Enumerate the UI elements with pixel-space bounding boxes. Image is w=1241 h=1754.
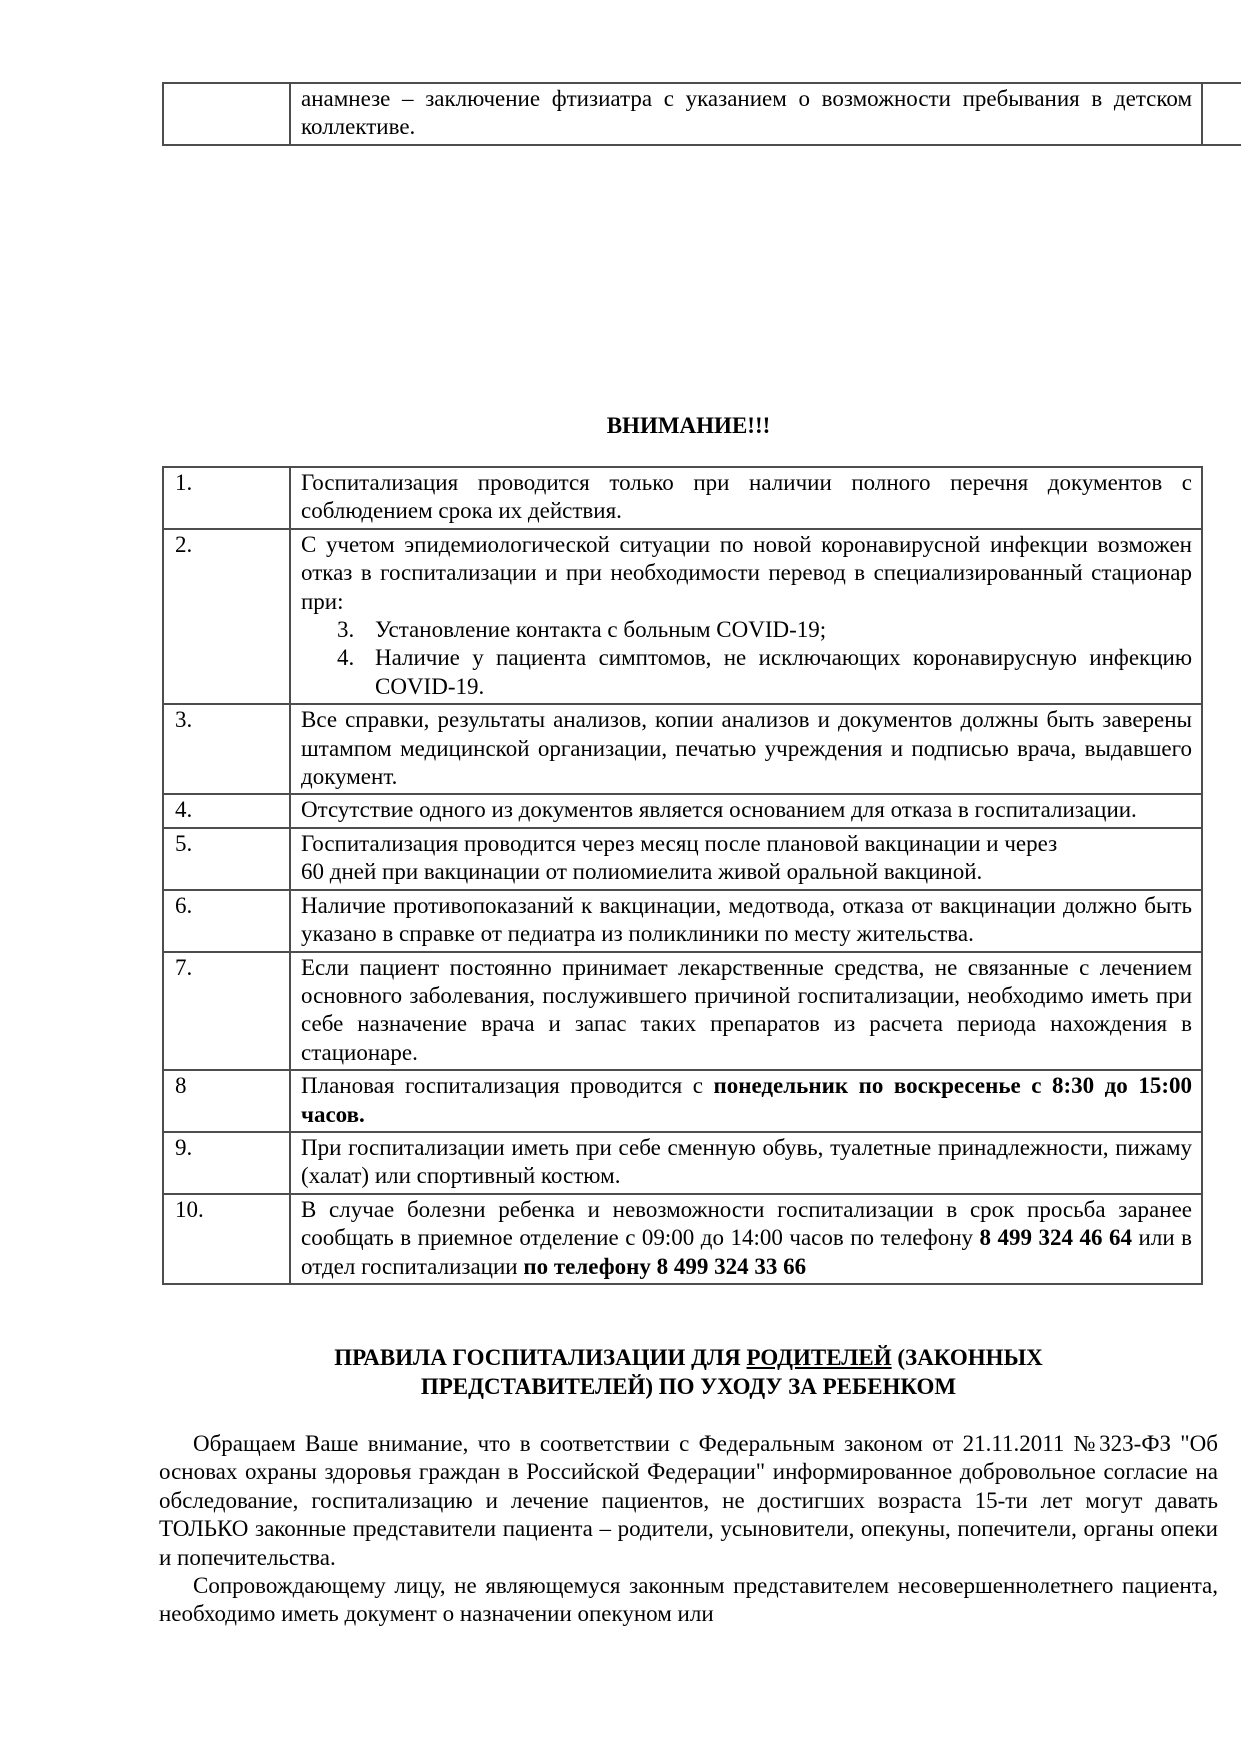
rules-heading-underlined: РОДИТЕЛЕЙ: [746, 1345, 892, 1370]
body-text: [159, 1430, 1218, 1629]
row-content-cell: Все справки, результаты анализов, копии анализов и документов должны быть заверены штампом медицинской организации, печатью учреждения и подписью врача, выдавшего документ.: [290, 704, 1202, 794]
row-number-cell: 4.: [163, 794, 290, 827]
row-empty-cell: [1202, 83, 1241, 145]
row-text-line: Госпитализация проводится через месяц после плановой вакцинации и через: [301, 830, 1058, 856]
paragraph: Обращаем Ваше внимание, что в соответствии с Федеральным законом от 21.11.2011 №323-ФЗ "Об основах охраны здоровья граждан в Российской Федерации" информированное добровольное согласие на обследование, госпитализацию и лечение пациентов, не достигших возраста 15-ти лет могут давать ТОЛЬКО законные представители пациента – родители, усыновители, опекуны, попечители, органы опеки и попечительства.: [159, 1431, 1218, 1570]
row-text-segment: Плановая госпитализация проводится с: [301, 1073, 714, 1099]
list-item-text: Наличие у пациента симптомов, не исключающих коронавирусную инфекцию COVID-19.: [375, 645, 1192, 699]
row-number-cell: 5.: [163, 828, 290, 890]
table-row: [163, 794, 1202, 827]
rules-heading: [159, 1344, 1218, 1401]
row-text-segment-bold: 8 499 324 46 64: [979, 1225, 1133, 1251]
row-text-line: 60 дней при вакцинации от полиомиелита живой оральной вакциной.: [301, 859, 983, 885]
paragraph: Сопровождающему лицу, не являющемуся законным представителем несовершеннолетнего пациента, необходимо иметь документ о назначении опекуном или: [159, 1573, 1218, 1627]
list-item: [337, 616, 1192, 644]
row-content-cell: Госпитализация проводится только при наличии полного перечня документов с соблюдением срока их действия.: [290, 467, 1202, 529]
table-row: [163, 704, 1202, 794]
table-row: [163, 890, 1202, 952]
row-content-cell: Наличие противопоказаний к вакцинации, медотвода, отказа от вакцинации должно быть указано в справке от педиатра из поликлиники по месту жительства.: [290, 890, 1202, 952]
row-text-segment-bold: по телефону 8 499 324 33 66: [523, 1253, 807, 1279]
row-content-cell: [290, 1070, 1202, 1132]
table-row: [163, 467, 1202, 529]
row-content-cell: Отсутствие одного из документов является основанием для отказа в госпитализации.: [290, 794, 1202, 827]
continuation-table: [162, 82, 1241, 146]
table-row: [163, 529, 1202, 704]
row-number-cell: 3.: [163, 704, 290, 794]
table-row: [163, 1070, 1202, 1132]
row-number-cell: 2.: [163, 529, 290, 704]
list-item-marker: 4.: [337, 645, 355, 671]
table-row: [163, 952, 1202, 1071]
row-content-cell: [290, 529, 1202, 704]
row-number-cell: 1.: [163, 467, 290, 529]
row-text-segment: или в отдел госпитализации: [301, 1225, 1192, 1279]
row-number-cell: 6.: [163, 890, 290, 952]
list-item-text: Установление контакта с больным COVID-19;: [375, 617, 827, 643]
list-item: [337, 644, 1192, 701]
row-number-cell: 10.: [163, 1194, 290, 1284]
numbered-sublist: [301, 616, 1192, 701]
list-item-marker: 3.: [337, 617, 355, 643]
row-content-cell: [290, 828, 1202, 890]
row-text-segment-bold: понедельник по воскресенье с 8:30 до 15:00 часов.: [301, 1073, 1192, 1127]
row-content-cell: анамнезе – заключение фтизиатра с указанием о возможности пребывания в детском коллективе.: [290, 83, 1202, 145]
row-content-cell: При госпитализации иметь при себе сменную обувь, туалетные принадлежности, пижаму (халат) или спортивный костюм.: [290, 1132, 1202, 1194]
table-row: [163, 83, 1241, 145]
rules-heading-text: ПРЕДСТАВИТЕЛЕЙ) ПО УХОДУ ЗА РЕБЕНКОМ: [420, 1373, 957, 1399]
row-number-cell: 8: [163, 1070, 290, 1132]
row-text-segment: В случае болезни ребенка и невозможности госпитализации в срок просьба заранее сообщать в приемное отделение с 09:00 до 14:00 часов по телефону: [301, 1196, 1192, 1251]
table-row: [163, 828, 1202, 890]
row-number-cell: [163, 83, 290, 145]
row-content-cell: Если пациент постоянно принимает лекарственные средства, не связанные с лечением основного заболевания, послужившего причиной госпитализации, необходимо иметь при себе назначение врача и запас таких препаратов из расчета периода нахождения в стационаре.: [290, 952, 1202, 1071]
row-content-cell: [290, 1194, 1202, 1284]
table-row: [163, 1194, 1202, 1284]
rules-heading-text: (ЗАКОННЫХ: [891, 1345, 1043, 1370]
row-number-cell: 9.: [163, 1132, 290, 1194]
attention-table: [162, 466, 1203, 1285]
row-number-cell: 7.: [163, 952, 290, 1071]
attention-heading: ВНИМАНИЕ!!!: [606, 413, 771, 438]
rules-heading-text: ПРАВИЛА ГОСПИТАЛИЗАЦИИ ДЛЯ: [334, 1345, 747, 1370]
row-text: С учетом эпидемиологической ситуации по новой коронавирусной инфекции возможен отказ в госпитализации и при необходимости перевод в специализированный стационар при:: [301, 531, 1192, 614]
table-row: [163, 1132, 1202, 1194]
